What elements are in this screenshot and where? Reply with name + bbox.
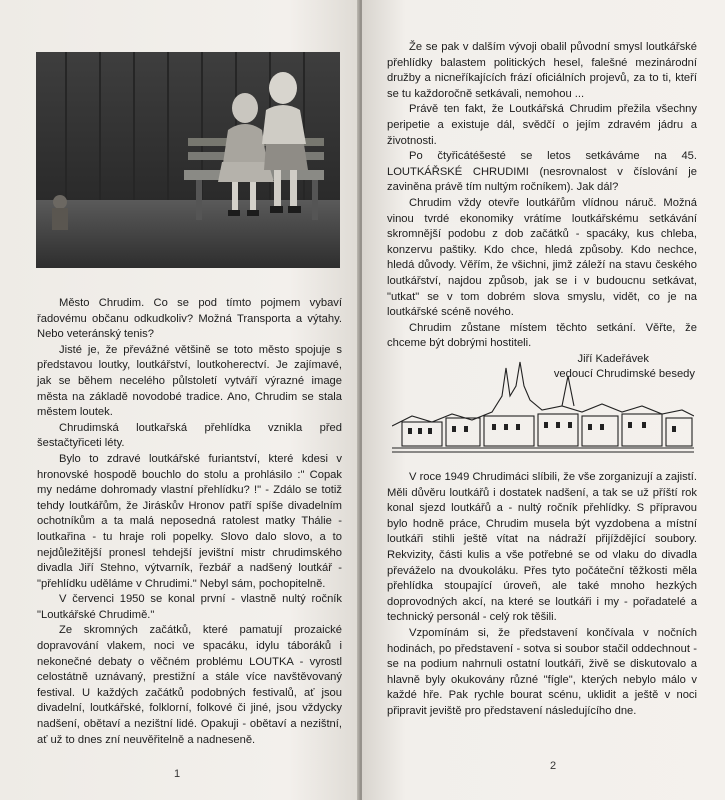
page-number: 1 bbox=[174, 768, 181, 780]
right-article-text-bottom bbox=[387, 470, 697, 720]
paragraph: Ze skromných začátků, které pamatují prozaické dopravování vlakem, noci ve spacáku, idylu táboráků i nekonečné debaty o věčném problému LOUTKA - vyrostl celostátně uznávaný, prestižní a stále více navštěvovaný festival. U každých začátků podobných festivalů, ať jsou divadelní, loutkářské, folklorní, folkové či jiné, jsou vždycky nadšení, obětaví a nezištní lidé. Opakuji - obětaví a nezištní, ať už to dnes zní neuvěřitelně a nadneseně. bbox=[37, 624, 342, 746]
paragraph: Že se pak v dalším vývoji obalil původní smysl loutkářské přehlídky balastem politických hesel, falešné mezinárodní družby a nicneříkajících frází oficiálních projevů, za to ti, kteří se tu každoročně setkávali, nemohou ... bbox=[387, 41, 697, 100]
paragraph: Bylo to zdravé loutkářské furiantství, které kdesi v hronovské hospodě bouchlo do stolu a prohlásilo :" Copak my nedáme dohromady vlastní přehlídku? !" - Zdálo se totiž tehdy loutkářům, že Jiráskův Hronov patří spíše divadelním ochotníkům a ta malá neposedná ratolest matky Thálie - loutkařina - tu hraje roli popelky. Slovo dalo slovo, a to nejdůležitější pronesl tehdejší jevištní mistr chrudimského divadla Jiří Stehno, výtvarník, řezbář a nadšený loutkář - "přehlídku uděláme v Chrudimi." Nebyl sám, pochopitelně. bbox=[37, 452, 342, 590]
paragraph: Město Chrudim. Co se pod tímto pojmem vybaví řadovému občanu odkudkoliv? Možná Transporta a výtahy. Nebo veteránský tenis? bbox=[37, 297, 342, 341]
paragraph: Chrudimská loutkařská přehlídka vznikla před šestačtyřiceti léty. bbox=[37, 421, 342, 450]
signature-name: Jiří Kadeřávek bbox=[577, 352, 649, 365]
paragraph: Jisté je, že převážné většině se toto město spojuje s představou loutky, loutkářství, loutkoherectví. Je zajímavé, jak se během necelého půlstoletí vytváří výrazné image města na základě novodobé tradice. Ano, Chrudim se stala městem loutek. bbox=[37, 343, 342, 419]
photo-image bbox=[36, 52, 340, 268]
paragraph: Chrudim zůstane místem těchto setkání. Věřte, že chceme být dobrými hostiteli. bbox=[387, 321, 697, 350]
paragraph: Právě ten fakt, že Loutkářská Chrudim přežila všechny peripetie a existuje dál, svědčí o jejím zdravém jádru a životnosti. bbox=[387, 103, 697, 147]
paragraph: Po čtyřicátéšesté se letos setkáváme na 45. LOUTKÁŘSKÉ CHRUDIMI (nesrovnalost v číslování je zaviněna právě tím nultým ročníkem). Jak dál? bbox=[387, 150, 697, 194]
paragraph: V červenci 1950 se konal první - vlastně nultý ročník "Loutkářské Chrudimě." bbox=[37, 593, 342, 621]
paragraph: Vzpomínám si, že představení končívala v nočních hodinách, po představení - sotva si soubor stačil oddechnout - se na podium nahrnuli ostatní loutkáři, živě se diskutovalo a hlavně byly okukovány různé "fígle", kterých nebylo málo v každé hře. Pak rychle bourat scénu, uklidit a ještě v noci připravit jeviště pro představení následujícího dne. bbox=[387, 626, 697, 717]
paragraph: V roce 1949 Chrudimáci slíbili, že vše zorganizují a zajistí. Měli důvěru loutkářů i dostatek nadšení, a tak se už příští rok konal sjezd loutkářů a - nultý ročník přehlídky. S přípravou bylo hodně práce, Chrudim musela být vyzdobena a místní loutkáři stihli ještě vítat na nádraží přijíždějící soubory. Rekvizity, části kulis a vše potřebné se od vlaku do divadla převáželo na dvoukoláku. Přes tyto počáteční těžkosti měla přehlídka stoupající úroveň, ale také mnoho hezkých doprovodných akcí, na které se loutkáři i my - pořadatelé a technický personál - celý rok těšili. bbox=[387, 471, 697, 624]
paragraph: Chrudim vždy otevře loutkářům vlídnou náruč. Možná vinou tvrdé ekonomiky vrátíme loutkářskému setkávání skromnější podobu z dob začátků - spacáky, kus chleba, konzervu paštiky. Kdo chce, hledá způsoby. Kdo nechce, hledá důvody. Věřím, že všichni, jimž záleží na stavu českého loutkářství, najdou způsob, jak se i v budoucnu setkávat, "utkat" se v tom dobrém slova smyslu, vidět, co je na loutkářské scéně nového. bbox=[387, 196, 697, 319]
town-sketch-illustration bbox=[392, 356, 694, 456]
left-page bbox=[0, 0, 361, 800]
right-article-text-top bbox=[387, 40, 697, 383]
children-on-bench-photo bbox=[36, 52, 340, 268]
left-article-text bbox=[37, 296, 342, 748]
signature-role: vedoucí Chrudimské besedy bbox=[553, 368, 695, 381]
page-number: 2 bbox=[550, 760, 557, 772]
